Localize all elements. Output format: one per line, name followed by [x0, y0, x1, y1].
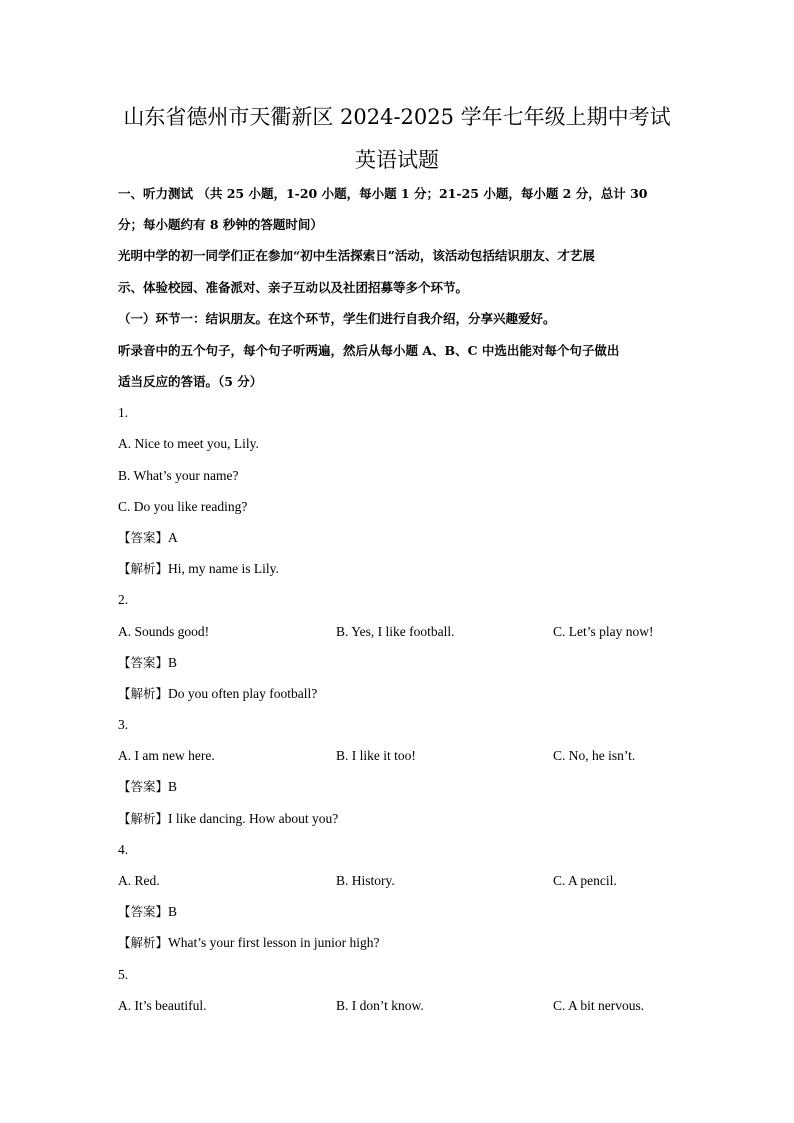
option-c: C. A bit nervous.: [553, 998, 645, 1013]
section-heading-line2: 分；每小题约有 8 秒钟的答题时间）: [118, 217, 323, 232]
option-c: C. Let’s play now!: [553, 624, 654, 639]
question-number: 2.: [118, 592, 129, 607]
analysis-label: 【解析】: [118, 811, 169, 826]
exam-title: 山东省德州市天衢新区 2024-2025 学年七年级上期中考试: [123, 105, 671, 129]
part-one-heading: （一）环节一：结识朋友。在这个环节，学生们进行自我介绍，分享兴趣爱好。: [118, 311, 556, 326]
analysis-text: Do you often play football?: [168, 686, 318, 701]
question-number: 4.: [118, 842, 129, 857]
option-a: A. I am new here.: [118, 748, 215, 763]
answer-value: A: [168, 530, 178, 545]
answer-label: 【答案】: [118, 904, 169, 919]
analysis-text: I like dancing. How about you?: [168, 811, 339, 826]
intro-line2: 示、体验校园、准备派对、亲子互动以及社团招募等多个环节。: [118, 280, 469, 295]
question-number: 1.: [118, 405, 129, 420]
analysis-label: 【解析】: [118, 561, 169, 576]
option-a: A. Red.: [118, 873, 160, 888]
analysis-label: 【解析】: [118, 686, 169, 701]
answer-label: 【答案】: [118, 655, 169, 670]
option-b: B. I like it too!: [336, 748, 416, 763]
analysis-line: [118, 684, 688, 704]
answer-value: B: [168, 904, 178, 919]
analysis-line: [118, 559, 688, 579]
options-row: [118, 746, 698, 766]
analysis-line: [118, 933, 688, 953]
options-row: [118, 622, 698, 642]
option-a: A. Sounds good!: [118, 624, 210, 639]
option-c: C. Do you like reading?: [118, 499, 248, 514]
option-b: B. I don’t know.: [336, 998, 424, 1013]
answer-label: 【答案】: [118, 779, 169, 794]
answer-value: B: [168, 655, 178, 670]
answer-line: [118, 653, 688, 673]
instruction-line1: 听录音中的五个句子，每个句子听两遍，然后从每小题 A、B、C 中选出能对每个句子做出: [118, 343, 620, 358]
section-heading-line1: 一、听力测试 （共 25 小题，1-20 小题，每小题 1 分；21-25 小题，每小题 2 分，总计 30: [118, 186, 648, 201]
intro-line1: 光明中学的初一同学们正在参加“初中生活探索日”活动，该活动包括结识朋友、才艺展: [118, 248, 595, 263]
question-number: 3.: [118, 717, 129, 732]
option-c: C. A pencil.: [553, 873, 617, 888]
option-b: B. What’s your name?: [118, 468, 239, 483]
question-number: 5.: [118, 967, 129, 982]
option-a: A. It’s beautiful.: [118, 998, 207, 1013]
options-row: [118, 871, 698, 891]
analysis-text: Hi, my name is Lily.: [168, 561, 279, 576]
option-c: C. No, he isn’t.: [553, 748, 636, 763]
analysis-line: [118, 809, 688, 829]
answer-line: [118, 777, 688, 797]
exam-subtitle: 英语试题: [355, 148, 439, 172]
analysis-label: 【解析】: [118, 935, 169, 950]
answer-line: [118, 528, 688, 548]
answer-value: B: [168, 779, 178, 794]
analysis-text: What’s your first lesson in junior high?: [168, 935, 380, 950]
option-b: B. Yes, I like football.: [336, 624, 455, 639]
option-b: B. History.: [336, 873, 395, 888]
options-row: [118, 996, 698, 1016]
option-a: A. Nice to meet you, Lily.: [118, 436, 259, 451]
answer-line: [118, 902, 688, 922]
instruction-line2: 适当反应的答语。（5 分）: [118, 374, 263, 389]
answer-label: 【答案】: [118, 530, 169, 545]
